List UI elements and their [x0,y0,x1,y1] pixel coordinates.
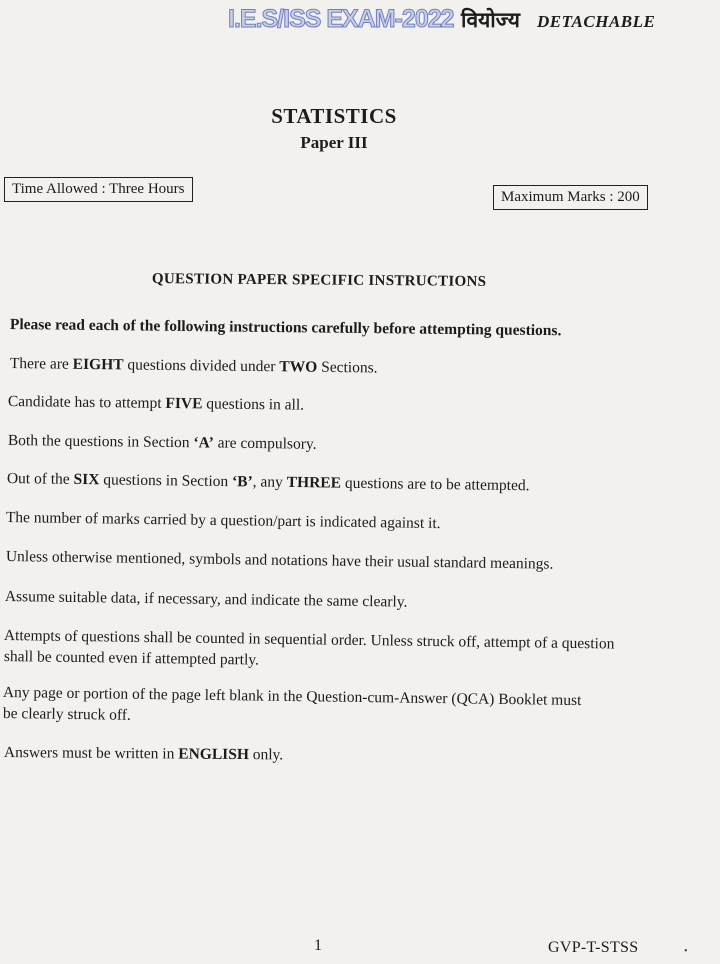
instruction-line: Attempts of questions shall be counted in sequential order. Unless struck off, attempt of a question [3,627,615,653]
exam-stamp: I.E.S/ISS EXAM-2022 [228,5,454,33]
instruction-line: Assume suitable data, if necessary, and indicate the same clearly. [4,588,408,611]
instruction-line: shall be counted even if attempted partly. [3,648,260,669]
instruction-line: Unless otherwise mentioned, symbols and notations have their usual standard meanings. [5,548,554,573]
paper-title: Paper III [300,133,368,152]
detachable-label: DETACHABLE [537,12,656,31]
subject-title: STATISTICS [271,104,397,128]
instruction-line: Out of the SIX questions in Section ‘B’, any THREE questions are to be attempted. [6,470,530,495]
paper-code: GVP-T-STSS [548,939,639,956]
hindi-detachable-label: वियोज्य [461,8,520,32]
instruction-line: Answers must be written in ENGLISH only. [3,744,284,764]
scan-mark: • [684,946,688,957]
instruction-line: There are EIGHT questions divided under TWO Sections. [9,355,378,377]
page-number: 1 [314,937,322,954]
instruction-line: Both the questions in Section ‘A’ are compulsory. [7,432,317,453]
instruction-line: The number of marks carried by a question/part is indicated against it. [5,509,441,533]
time-allowed-box: Time Allowed : Three Hours [4,177,193,202]
instructions-heading: QUESTION PAPER SPECIFIC INSTRUCTIONS [151,271,487,290]
instructions-lead: Please read each of the following instructions carefully before attempting questions. [9,316,562,340]
maximum-marks-box: Maximum Marks : 200 [493,185,648,210]
instruction-line: Candidate has to attempt FIVE questions in all. [7,393,305,414]
instruction-line: Any page or portion of the page left blank in the Question-cum-Answer (QCA) Booklet must [2,684,582,710]
instruction-line: be clearly struck off. [2,705,131,724]
